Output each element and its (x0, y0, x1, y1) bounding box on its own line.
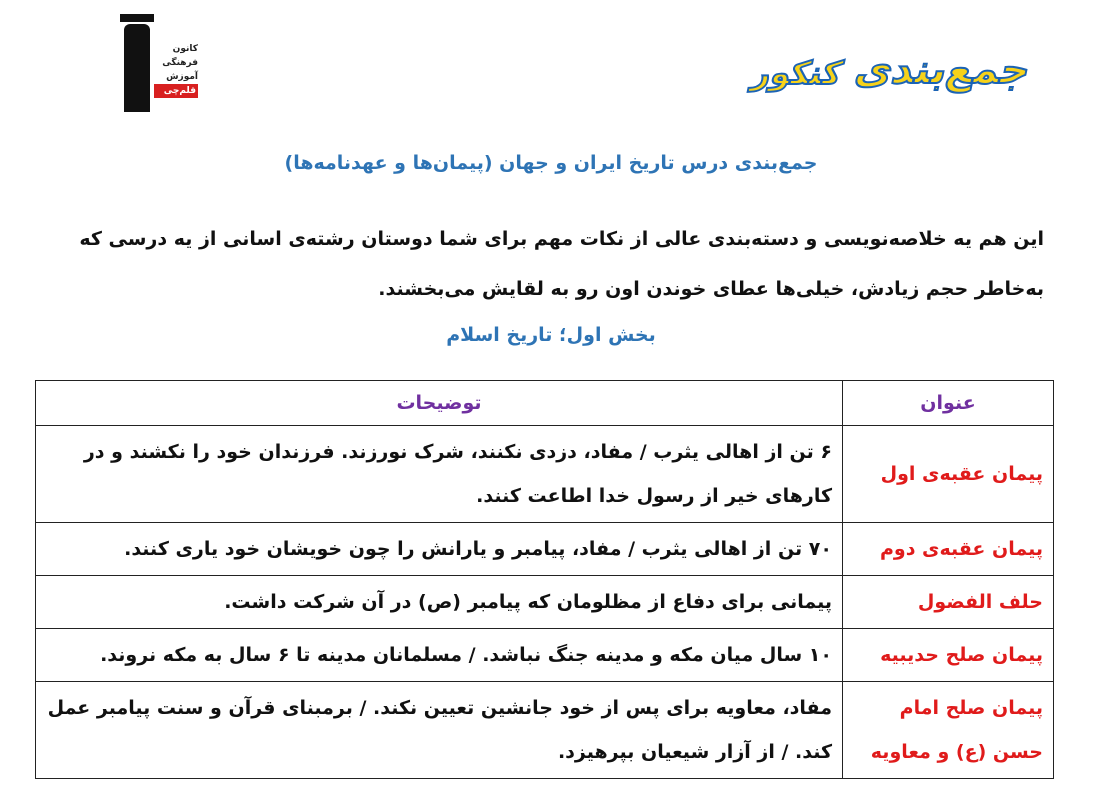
logo-line: فرهنگی (162, 58, 198, 68)
treaty-description: مفاد، معاویه برای پس از خود جانشین تعیین نکند. / برمبنای قرآن و سنت پیامبر عمل کند. / از آزار شیعیان بپرهیزد. (36, 682, 843, 779)
treaty-description: ۱۰ سال میان مکه و مدینه جنگ نباشد. / مسلمانان مدینه تا ۶ سال به مکه نروند. (36, 629, 843, 682)
treaty-description: ۷۰ تن از اهالی یثرب / مفاد، پیامبر و یارانش را چون خویشان خود یاری کنند. (36, 523, 843, 576)
graduate-figure-icon (124, 24, 150, 112)
treaty-name: حلف الفضول (843, 576, 1054, 629)
graduation-cap-icon (120, 14, 154, 22)
jambandi-konkur-logo (749, 22, 1035, 98)
header-description: توضیحات (36, 381, 843, 426)
treaty-name: پیمان صلح امام حسن (ع) و معاویه (843, 682, 1054, 779)
kanoon-logo-text (154, 42, 198, 98)
table-row (36, 629, 1054, 682)
logo-word: کنکور (749, 54, 846, 92)
header-title: عنوان (843, 381, 1054, 426)
table-header-row (36, 381, 1054, 426)
kanoon-logo (120, 14, 200, 114)
logo-line: کانون (172, 44, 198, 54)
treaty-name: پیمان عقبه‌ی دوم (843, 523, 1054, 576)
table-row (36, 523, 1054, 576)
treaty-description: پیمانی برای دفاع از مظلومان که پیامبر (ص) در آن شرکت داشت. (36, 576, 843, 629)
table-row (36, 426, 1054, 523)
page-header (0, 0, 1102, 130)
treaties-table (35, 380, 1054, 779)
section-heading: بخش اول؛ تاریخ اسلام (446, 324, 656, 346)
table-row (36, 682, 1054, 779)
document-title: جمع‌بندی درس تاریخ ایران و جهان (پیمان‌ها و عهدنامه‌ها) (284, 152, 818, 174)
treaty-name: پیمان صلح حدیبیه (843, 629, 1054, 682)
treaty-name: پیمان عقبه‌ی اول (843, 426, 1054, 523)
table-row (36, 576, 1054, 629)
logo-line: آموزش (166, 72, 198, 82)
logo-line: قلم‌چی (154, 84, 198, 98)
intro-paragraph: این هم یه خلاصه‌نویسی و دسته‌بندی عالی از نکات مهم برای شما دوستان رشته‌ی اسانی از یه درسی که به‌خاطر حجم زیادش، خیلی‌ها عطای خوندن اون رو به لقایش می‌بخشند. (79, 228, 1044, 300)
logo-word: جمع‌بندی (851, 47, 1035, 93)
treaty-description: ۶ تن از اهالی یثرب / مفاد، دزدی نکنند، شرک نورزند. فرزندان خود را نکشند و در کارهای خیر از رسول خدا اطاعت کنند. (36, 426, 843, 523)
